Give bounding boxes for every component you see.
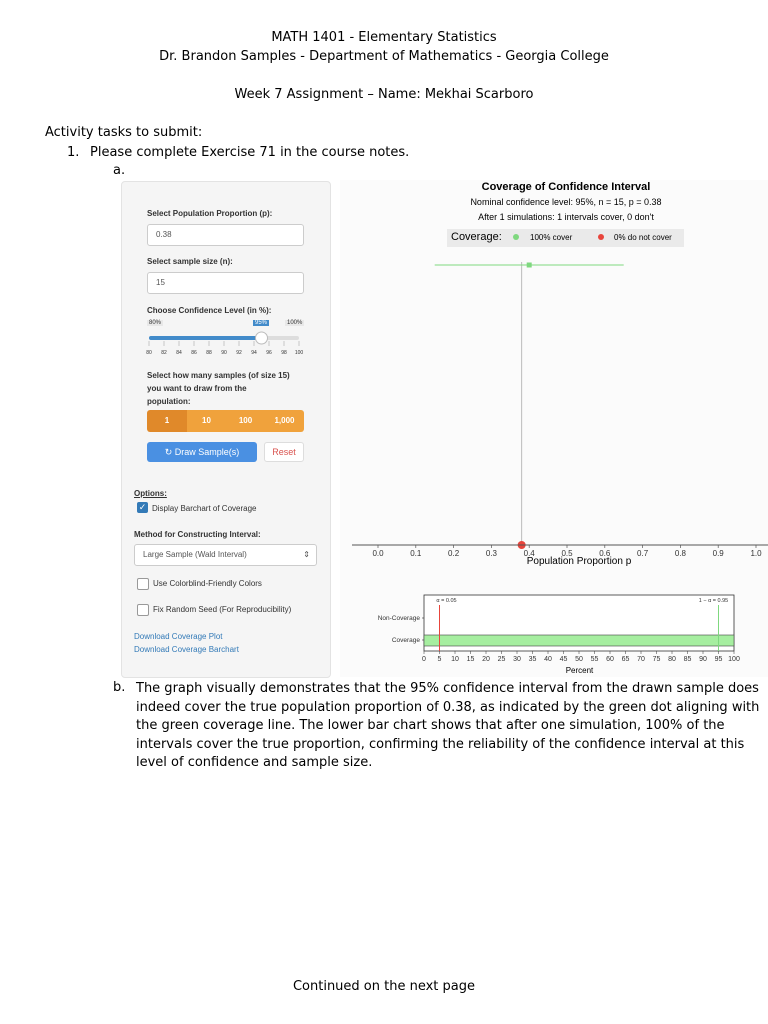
ref-line-label: α = 0.05 [436,598,457,604]
barchart-checkbox-label: Display Barchart of Coverage [152,504,257,513]
conf-level-label: Choose Confidence Level (in %): [147,306,272,315]
slider-tick-label: 80 [146,350,152,356]
bar-x-tick-label: 10 [451,656,459,663]
conf-min-label: 80% [149,320,162,326]
bar-x-tick-label: 70 [637,656,645,663]
legend-cover-swatch [513,234,519,240]
bar-category-label: Coverage [391,637,420,644]
chart-subtitle-2: After 1 simulations: 1 intervals cover, 0 don't [478,212,654,222]
bar-x-tick-label: 50 [575,656,583,663]
bar-x-tick-label: 25 [497,656,506,663]
bar-coverage [424,635,734,646]
draw-samples-button[interactable] [147,442,257,462]
slider-tick-label: 92 [236,350,242,356]
bar-x-tick-label: 60 [606,656,614,663]
refresh-icon: ↻ [164,447,173,457]
bar-x-tick-label: 55 [590,656,599,663]
bar-x-tick-label: 20 [482,656,490,663]
samples-button-1[interactable]: 1 [147,410,187,432]
footer-note: Continued on the next page [292,979,476,994]
slider-fill [149,336,262,340]
bar-x-tick-label: 90 [699,656,707,663]
bar-x-tick-label: 15 [466,656,475,663]
pop-prop-label: Select Population Proportion (p): [147,209,273,218]
bar-x-tick-label: 5 [437,656,442,663]
x-tick-label: 0.0 [372,549,384,558]
download-plot-link[interactable]: Download Coverage Plot [134,632,223,641]
legend-cover-label: 100% cover [530,233,573,242]
sample-size-input[interactable]: 15 [147,272,304,294]
slider-handle[interactable] [256,332,268,344]
method-label: Method for Constructing Interval: [134,530,261,539]
slider-tick-label: 100 [294,350,304,356]
x-tick-label: 0.5 [561,549,573,558]
assignment-title: Week 7 Assignment – Name: Mekhai Scarboro [234,87,534,102]
pop-prop-input[interactable]: 0.38 [147,224,304,246]
interval-estimate-point [527,263,532,268]
part-b-line-3: the green coverage line. The lower bar chart shows that after one simulation, 100% of the [136,718,725,734]
legend-not-cover-label: 0% do not cover [614,233,672,242]
legend-not-cover-swatch [598,234,604,240]
part-b-line-4: intervals cover the true proportion, confirming the reliability of the confidence interval at this [136,736,745,752]
colorblind-checkbox[interactable] [137,578,149,590]
x-tick-label: 0.4 [523,549,535,558]
bar-x-tick-label: 80 [668,656,676,663]
activity-intro: Activity tasks to submit: [45,125,203,140]
conf-selected-label: 95% [255,320,268,326]
slider-tick-label: 82 [161,350,167,356]
method-select-value: Large Sample (Wald Interval) [143,550,247,559]
x-tick-label: 1.0 [750,549,762,558]
x-tick-label: 0.8 [674,549,686,558]
samples-button-1000[interactable]: 1,000 [265,410,304,432]
bar-x-tick-label: 30 [513,656,521,663]
coverage-plot [340,250,768,575]
samples-button-10[interactable]: 10 [187,410,226,432]
bar-x-tick-label: 0 [422,656,426,663]
bar-x-tick-label: 75 [652,656,661,663]
samples-label-line-1: Select how many samples (of size 15) [147,371,290,380]
options-label: Options: [134,489,167,498]
slider-tick-label: 90 [221,350,227,356]
bar-x-tick-label: 40 [544,656,552,663]
draw-samples-label: Draw Sample(s) [174,447,240,457]
samples-label-line-3: population: [147,397,191,406]
legend-title: Coverage: [451,231,502,243]
conf-max-label: 100% [287,320,303,326]
slider-tick-label: 86 [191,350,197,356]
slider-tick-label: 98 [281,350,287,356]
part-b-text [136,680,759,773]
samples-button-100[interactable]: 100 [226,410,265,432]
barchart-x-label: Percent [565,666,594,675]
x-tick-label: 0.6 [599,549,611,558]
part-b-line-2: indeed cover the true population proportion of 0.38, as indicated by the green dot aligning with [136,699,760,715]
part-b-line-1: The graph visually demonstrates that the 95% confidence interval from the drawn sample does [136,681,759,696]
bar-x-tick-label: 65 [621,656,630,663]
x-axis-label: Population Proportion p [526,556,632,567]
chart-legend [447,229,684,247]
course-title: MATH 1401 - Elementary Statistics [271,30,497,45]
part-b-line-5: level of confidence and sample size. [136,755,373,771]
barchart-checkbox[interactable] [137,502,148,513]
chevron-updown-icon: ⇕ [303,550,310,559]
x-tick-label: 0.2 [448,549,460,558]
x-tick-label: 0.1 [410,549,422,558]
bar-category-label: Non-Coverage [377,615,420,622]
ref-line-label: 1 − α = 0.95 [698,598,729,604]
download-barchart-link[interactable]: Download Coverage Barchart [134,645,239,654]
bar-x-tick-label: 45 [559,656,568,663]
chart-title: Coverage of Confidence Interval [481,181,651,193]
samples-label-line-2: you want to draw from the [147,384,247,393]
seed-checkbox[interactable] [137,604,149,616]
method-select[interactable] [134,544,317,566]
item-text: Please complete Exercise 71 in the course notes. [90,145,410,160]
slider-tick-label: 88 [206,350,212,356]
reset-button[interactable]: Reset [264,442,304,462]
bar-x-tick-label: 95 [714,656,723,663]
seed-checkbox-label: Fix Random Seed (For Reproducibility) [153,605,292,614]
x-tick-label: 0.7 [637,549,649,558]
bar-x-tick-label: 100 [728,656,740,663]
sample-size-label: Select sample size (n): [147,257,233,266]
slider-tick-label: 94 [251,350,257,356]
chart-subtitle-1: Nominal confidence level: 95%, n = 15, p = 0.38 [470,197,662,207]
item-number: 1. [67,145,80,160]
part-b-label: b. [113,680,126,695]
part-a-label: a. [113,163,126,178]
bar-x-tick-label: 35 [528,656,537,663]
conf-slider[interactable] [145,330,307,358]
samples-label [147,369,290,408]
slider-tick-label: 96 [266,350,272,356]
x-tick-label: 0.9 [712,549,724,558]
bar-x-tick-label: 85 [683,656,692,663]
colorblind-checkbox-label: Use Colorblind-Friendly Colors [153,579,262,588]
coverage-barchart [340,590,768,676]
slider-tick-label: 84 [176,350,182,356]
x-tick-label: 0.3 [485,549,497,558]
slider-ticks [146,341,303,356]
check-icon: ✓ [138,502,147,512]
instructor-line: Dr. Brandon Samples - Department of Mathematics - Georgia College [159,49,609,64]
